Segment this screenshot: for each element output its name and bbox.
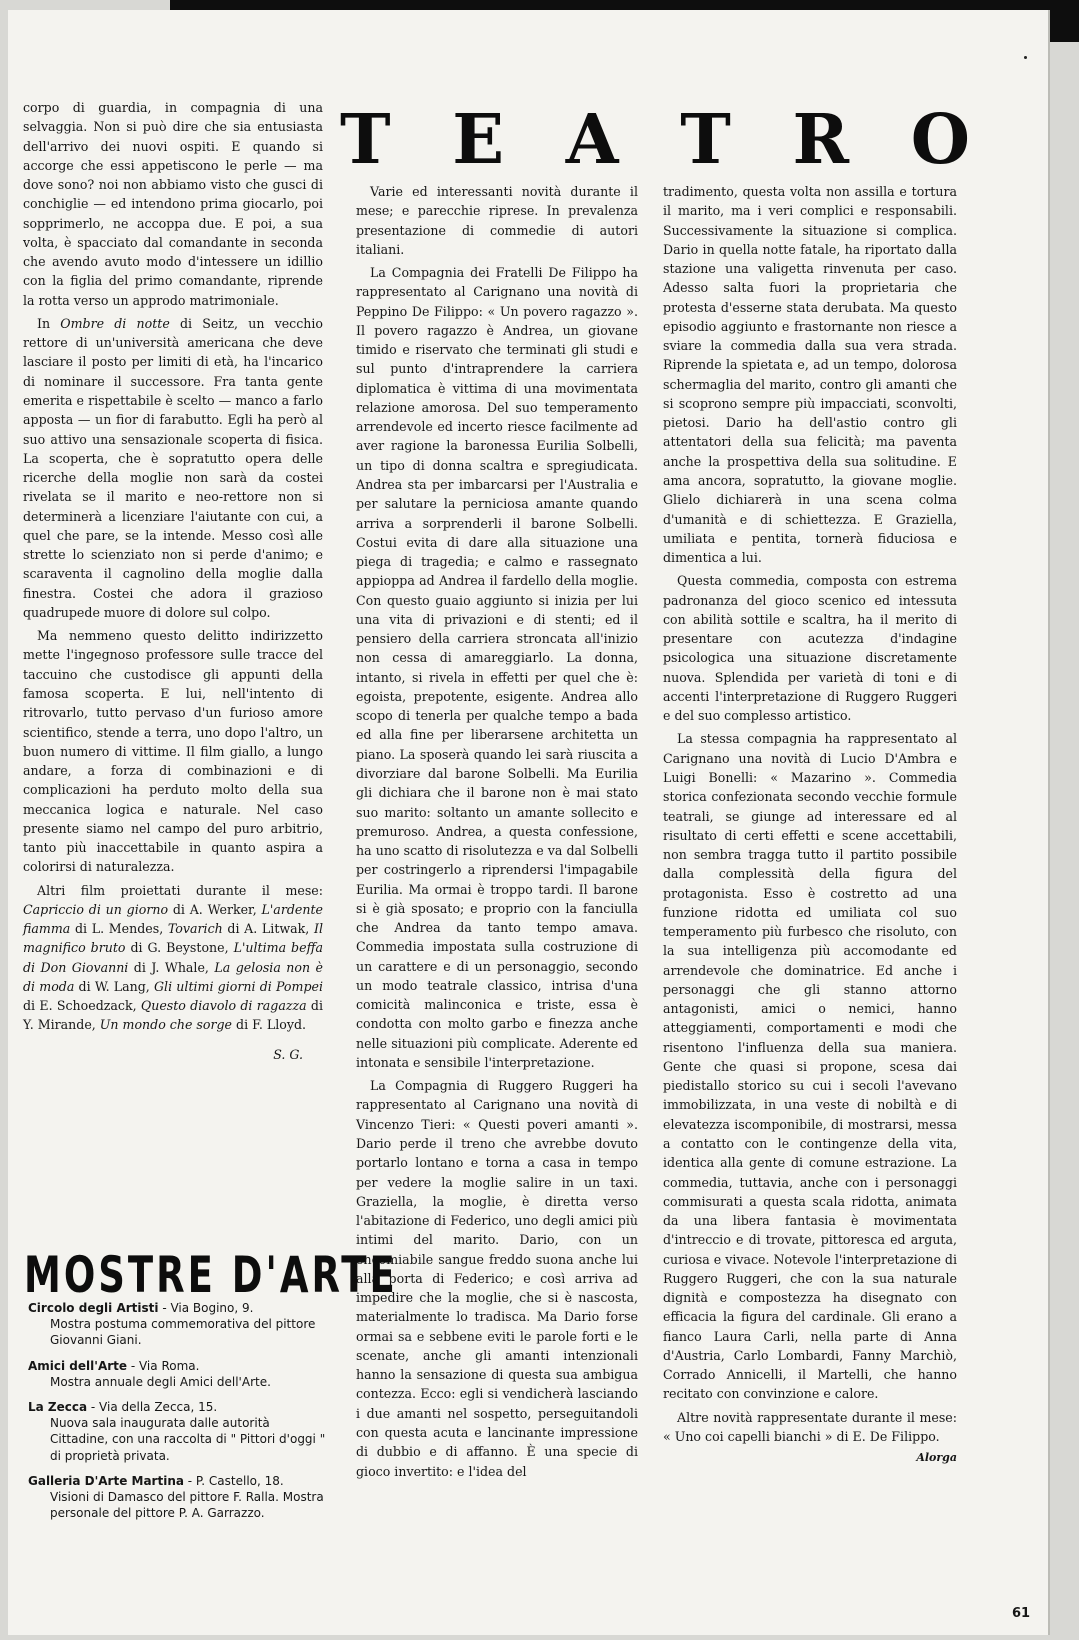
teatro-letter: E	[452, 100, 505, 180]
exhibition-entry	[28, 1399, 328, 1464]
teatro-heading	[340, 100, 970, 180]
teatro-column-right	[663, 182, 957, 1467]
venue-address: - P. Castello, 18.	[183, 1473, 284, 1488]
film-paragraph-1: corpo di guardia, in compagnia di una selvaggia. Non si può dire che sia entusiasta dell'arrivo dei nuovi ospiti. E quando si accorge che essi appetiscono le perle — ma dove sono? noi non abbiamo visto che gusci di conchiglie — ed intendono prima giocarlo, poi sopprimerlo, ne accoppa due. E poi, a sua volta, è spacciato dal comandante in seconda che avendo avuto modo d'intessere un idillio con la figlia del primo comandante, riprende la rotta verso un approdo matrimoniale.	[23, 100, 323, 308]
venue-address: - Via della Zecca, 15.	[87, 1399, 218, 1414]
teatro-paragraph: La Compagnia di Ruggero Ruggeri ha rappresentato al Carignano una novità di Vincenzo Tieri: « Questi poveri amanti ». Dario perde il treno che avrebbe dovuto portarlo lontano e torna a casa in tempo per vedere la moglie salire in un taxi. Graziella, la moglie, è diretta verso l'abitazione di Federico, uno degli amici più intimi del marito. Dario, con un encomiabile sangue freddo suona anche lui alla porta di Federico; e così arriva ad impedire che la moglie, che si è nascosta, materialmente lo tradisca. Ma Dario forse ormai sa e sebbene eviti le parole forti e le scenate, anche gli amanti intenzionali hanno la sensazione di questa sua ambigua contezza. Ecco: egli si vendicherà lasciando i due amanti nel sospetto, perseguitandoli con questa acuta e lancinante impressione di dubbio e di affanno. È una specie di gioco invertito: e l'idea del	[356, 1078, 638, 1479]
teatro-letter: R	[792, 100, 850, 180]
venue-address: - Via Bogino, 9.	[158, 1301, 254, 1315]
film-title-ombre: Ombre di notte	[60, 315, 170, 331]
venue-name: La Zecca	[28, 1399, 88, 1414]
teatro-letter: O	[910, 100, 970, 180]
teatro-paragraph: La Compagnia dei Fratelli De Filippo ha rappresentato al Carignano una novità di Peppino De Filippo: « Un povero ragazzo ». Il povero ragazzo è Andrea, un giovane timido e riservato che terminati gli studi e sul punto d'intraprendere la carriera diplomatica è vittima di una movimentata relazione amorosa. Del suo temperamento arrendevole ed incerto riesce facilmente ad aver ragione la baronessa Eurilia Solbelli, un tipo di donna scaltra e spregiudicata. Andrea sta per imbarcarsi per l'Australia e per salutare la perniciosa amante quando arriva a sorprenderli il barone Solbelli. Costui evita di dare alla situazione una piega di tragedia; e calmo e rassegnato appioppa ad Andrea il fardello della moglie. Con questo guaio aggiunto si inizia per lui una vita di privazioni e di stenti; ed il pensiero della carriera stroncata all'inizio non cessa di amareggiarlo. La donna, intanto, si rivela in effetti per quel che è: egoista, prepotente, esigente. Andrea allo scopo di tenerla per qualche tempo a bada ed alla fine per liberarsene architetta un piano. La sposerà quando lei sarà riuscita a divorziare dal barone Solbelli. Ma Eurilia gli dichiara che il barone non è mai stato suo marito: soltanto un amante sollecito e premuroso. Andrea, a questa confessione, ha uno scatto di risolutezza e va dal Solbelli per costringerlo a riprendersi l'impagabile Eurilia. Ma ormai è troppo tardi. Il barone si è già sposato; e proprio con la fanciulla che Andrea da tanto tempo amava. Commedia impostata sulla costruzione di un carattere e di un personaggio, secondo un modo teatrale classico, intrisa d'una comicità malinconica e triste, essa è condotta con molto garbo e finezza anche nelle situazioni più complicate. Aderente ed intonata e sensibile l'interpretazione.	[356, 265, 638, 1070]
film-review-column	[23, 98, 323, 1064]
venue-description: Mostra postuma commemorativa del pittore Giovanni Giani.	[50, 1317, 316, 1348]
mostre-heading: MOSTRE D'ARTE	[24, 1246, 398, 1305]
teatro-letter: T	[340, 100, 391, 180]
venue-name: Amici dell'Arte	[28, 1358, 128, 1373]
venue-description: Visioni di Damasco del pittore F. Ralla. Mostra personale del pittore P. A. Garrazzo.	[50, 1489, 324, 1521]
teatro-paragraph: Varie ed interessanti novità durante il mese; e parecchie riprese. In prevalenza presentazione di commedie di autori italiani.	[356, 184, 638, 257]
film-paragraph-4: Altri film proiettati durante il mese: Capriccio di un giorno di A. Werker, L'ardente fiamma di L. Mendes, Tovarich di A. Litwak, Il magnifico bruto di G. Beystone, L'ultima beffa di Don Giovanni di J. Whale, La gelosia non è di moda di W. Lang, Gli ultimi giorni di Pompei di E. Schoedzack, Questo diavolo di ragazza di Y. Mirande, Un mondo che sorge di F. Lloyd.	[23, 882, 324, 1033]
exhibitions-list	[28, 1300, 328, 1530]
teatro-paragraph: tradimento, questa volta non assilla e tortura il marito, ma i veri complici e responsabili. Successivamente la situazione si complica. Dario in quella notte fatale, ha riportato dalla stazione una valigetta rinvenuta per caso. Adesso salta fuori la proprietaria che protesta d'esserne stata derubata. Ma questo episodio aggiunto e frastornante non riesce a sviare la commedia dalla sua vera strada. Riprende la spietata e, ad un tempo, dolorosa schermaglia del marito, contro gli amanti che si scoprono sempre più impacciati, sconvolti, pietosi. Dario ha dell'astio contro gli attentatori della sua felicità; ma paventa anche la prospettiva della sua solitudine. E ama ancora, sopratutto, la giovane moglie. Glielo dichiarerà in una scena colma d'umanità e di schiettezza. E Graziella, umiliata e pentita, tornerà fiduciosa e dimentica a lui.	[663, 184, 957, 566]
film-paragraph-2: In Ombre di notte di Seitz, un vecchio rettore di un'università americana che deve lasciare il posto per limiti di età, ha l'incarico di nominare il successore. Fra tanta gente emerita e rispettabile è scelto — manco a farlo apposta — un fior di farabutto. Egli ha però al suo attivo una sensazionale scoperta di fisica. La scoperta, che è sopratutto opera delle ricerche della moglie non sarà da costei rivelata se il marito e neo-rettore non si determinerà a licenziare l'aiutante con cui, a quel che pare, se la intende. Messo così alle strette lo scienziato non si perde d'animo; e scaraventa il cagnolino della moglie dalla finestra. Costei che adora il grazioso quadrupede muore di dolore sul colpo.	[23, 315, 323, 620]
teatro-signature: Alorga	[916, 1451, 957, 1465]
magazine-page	[8, 10, 1050, 1635]
exhibition-entry	[28, 1300, 328, 1349]
film-signature: S. G.	[273, 1046, 303, 1062]
teatro-column-middle	[356, 182, 638, 1485]
venue-address: - Via Roma.	[127, 1358, 200, 1373]
teatro-letter: T	[680, 100, 731, 180]
page-number: 61	[1012, 1606, 1031, 1621]
venue-name: Circolo degli Artisti	[28, 1301, 159, 1315]
film-paragraph-3: Ma nemmeno questo delitto indirizzetto mette l'ingegnoso professore sulle tracce del taccuino che custodisce gli appunti della famosa scoperta. E lui, nell'intento di ritrovarlo, tutto pervaso d'un furioso amore scientifico, stende a terra, uno dopo l'altro, un buon numero di vittime. Il film giallo, a lungo andare, a forza di combinazioni e di complicazioni ha perduto molto della sua meccanica logica e naturale. Nel caso presente siamo nel campo del puro arbitrio, tanto più inaccettabile in quanto aspira a colorirsi di naturalezza.	[23, 628, 323, 875]
venue-description: Nuova sala inaugurata dalle autorità Cittadine, con una raccolta di " Pittori d'oggi " di proprietà privata.	[50, 1416, 326, 1463]
print-speck	[1024, 56, 1027, 59]
teatro-paragraph: Questa commedia, composta con estrema padronanza del gioco scenico ed intessuta con abilità sottile e scaltra, ha il merito di presentare con acutezza d'indagine psicologica una situazione discretamente nuova. Splendida per varietà di toni e di accenti l'interpretazione di Ruggero Ruggeri e del suo complesso artistico.	[663, 573, 957, 724]
venue-name: Galleria D'Arte Martina	[28, 1473, 184, 1488]
teatro-paragraph: Altre novità rappresentate durante il mese: « Uno coi capelli bianchi » di E. De Filippo.	[663, 1409, 957, 1444]
venue-description: Mostra annuale degli Amici dell'Arte.	[50, 1374, 271, 1389]
exhibition-entry	[28, 1358, 328, 1390]
teatro-paragraph: La stessa compagnia ha rappresentato al Carignano una novità di Lucio D'Ambra e Luigi Bonelli: « Mazarino ». Commedia storica confezionata secondo vecchie formule teatrali, se giunge ad interessare ed al risultato di certi effetti e scene accettabili, non sembra tragga tutto il partito possibile dalla complessità della figura del protagonista. Esso è costretto ad una funzione ridotta ed umiliata col suo temperamento più furbesco che risoluto, con la sua intelligenza più accomodante ed arrendevole che dominatrice. Ed anche i personaggi che gli stanno attorno antagonisti, amici o nemici, hanno atteggiamenti, comportamenti e modi che risentono l'influenza della sua maniera. Gente che quasi si propone, scesa dai piedistallo storico su cui i secoli l'avevano immobilizzata, in una veste di nobiltà e di elevatezza iscomponibile, di mostrarsi, messa a contatto con le contingenze della vita, identica alla gente di comune estrazione. La commedia, tuttavia, anche con i personaggi commisurati a questa scala ridotta, animata da una libera fantasia è movimentata d'intreccio e di trovate, pittoresca ed arguta, curiosa e vivace. Notevole l'interpretazione di Ruggero Ruggeri, che con la sua naturale dignità e compostezza ha disegnato con efficacia la figura del cardinale. Gli erano a fianco Laura Carli, nella parte di Anna d'Austria, Carlo Lombardi, Fanny Marchiò, Corrado Annicelli, il Martelli, che hanno recitato con convinzione e calore.	[663, 731, 957, 1402]
exhibition-entry	[28, 1473, 328, 1522]
teatro-letter: A	[565, 100, 619, 180]
